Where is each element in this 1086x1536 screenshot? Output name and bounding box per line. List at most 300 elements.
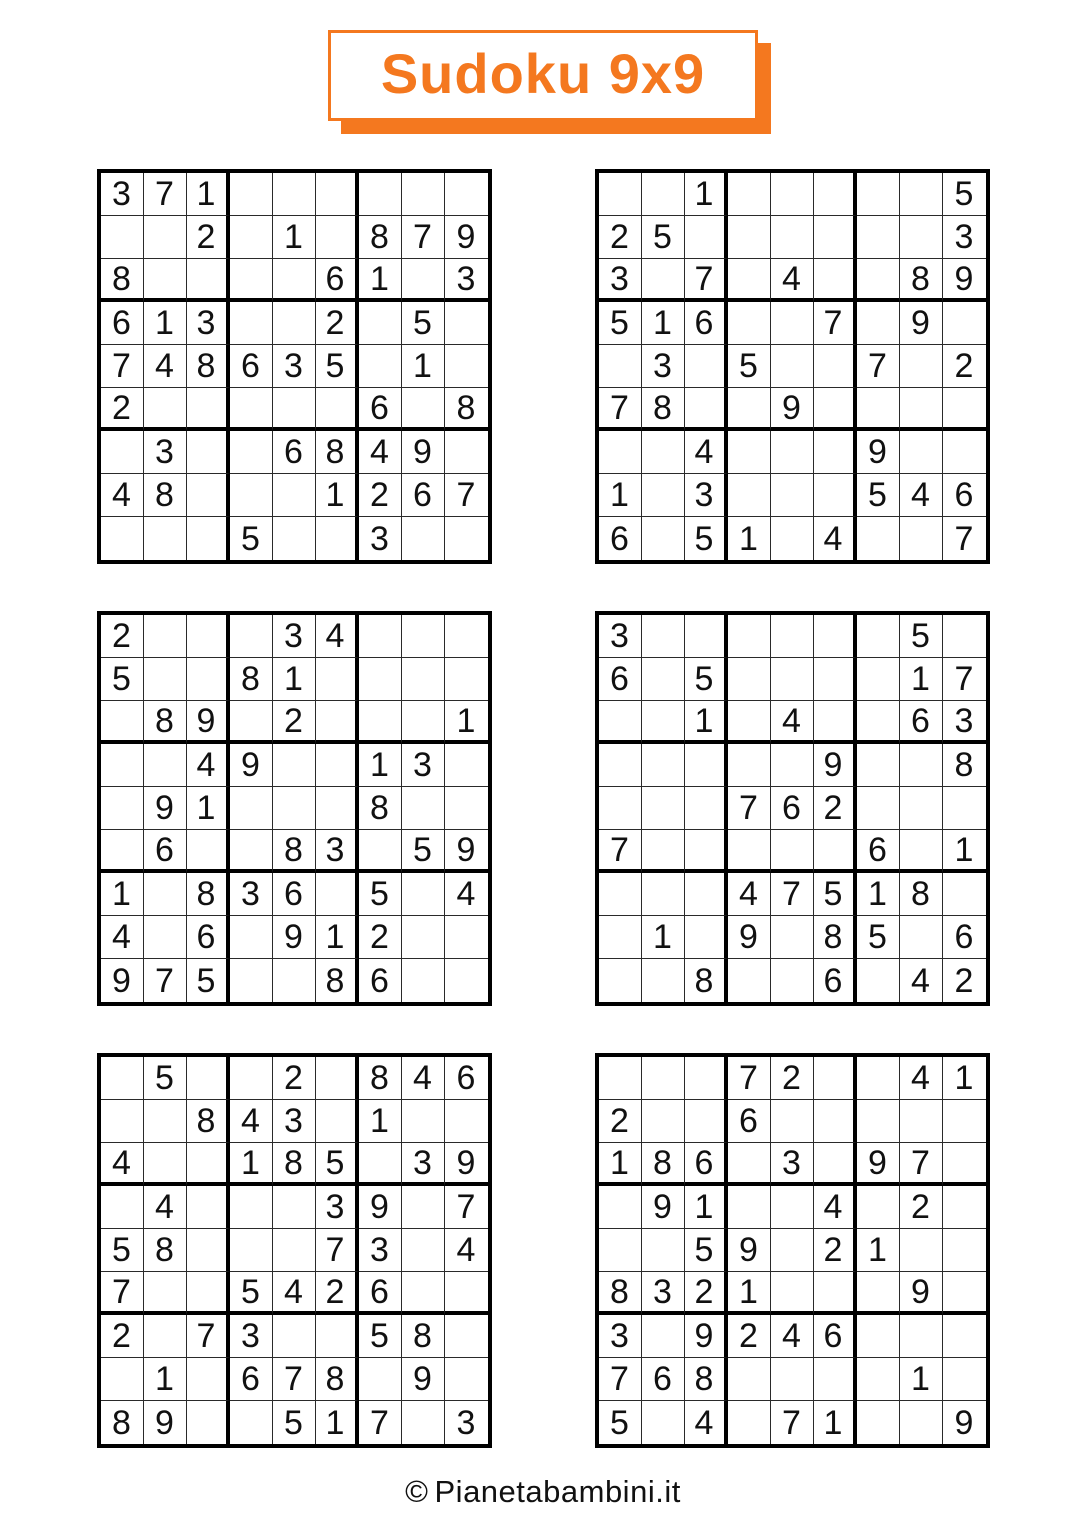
sudoku-cell [943,1315,986,1358]
sudoku-cell [728,1186,771,1229]
sudoku-cell [230,1229,273,1272]
sudoku-cell [144,744,187,787]
sudoku-cell [857,744,900,787]
sudoku-cell [642,873,685,916]
sudoku-cell [857,517,900,560]
sudoku-cell: 7 [144,173,187,216]
sudoku-cell: 1 [685,173,728,216]
sudoku-cell: 6 [273,431,316,474]
sudoku-cell [445,1358,488,1401]
sudoku-cell [273,173,316,216]
sudoku-cell: 1 [900,1358,943,1401]
sudoku-cell [728,1358,771,1401]
sudoku-cell [402,873,445,916]
sudoku-cell [900,1100,943,1143]
sudoku-cell [359,830,402,873]
sudoku-cell: 2 [273,701,316,744]
sudoku-cell: 4 [771,259,814,302]
sudoku-cell: 8 [187,1100,230,1143]
sudoku-cell: 9 [943,259,986,302]
sudoku-cell [273,259,316,302]
sudoku-cell: 9 [728,916,771,959]
sudoku-cell [445,959,488,1002]
sudoku-cell: 4 [144,345,187,388]
sudoku-cell [771,1229,814,1272]
sudoku-cell [685,216,728,259]
sudoku-cell [402,1229,445,1272]
sudoku-cell: 5 [402,302,445,345]
sudoku-cell [685,873,728,916]
sudoku-cell: 6 [599,517,642,560]
sudoku-cell: 9 [101,959,144,1002]
sudoku-cell: 5 [187,959,230,1002]
sudoku-cell [857,1272,900,1315]
sudoku-cell: 8 [316,959,359,1002]
sudoku-cell: 9 [230,744,273,787]
sudoku-cell: 3 [273,1100,316,1143]
sudoku-cell: 7 [316,1229,359,1272]
sudoku-cell [599,1229,642,1272]
sudoku-cell: 8 [316,1358,359,1401]
sudoku-grid-6 [595,1053,990,1448]
sudoku-cell [230,615,273,658]
sudoku-cell: 8 [187,345,230,388]
sudoku-cell: 7 [187,1315,230,1358]
sudoku-cell: 8 [359,787,402,830]
sudoku-cell [402,517,445,560]
sudoku-cell [316,701,359,744]
sudoku-cell: 8 [599,1272,642,1315]
sudoku-cell: 7 [954,519,974,558]
sudoku-cell: 9 [445,830,488,873]
sudoku-cell: 5 [144,1057,187,1100]
sudoku-cell: 9 [445,216,488,259]
sudoku-cell [728,216,771,259]
sudoku-cell: 1 [273,658,316,701]
sudoku-cell [187,1143,230,1186]
sudoku-cell [101,1100,144,1143]
sudoku-cell [857,388,900,431]
copyright-icon: © [405,1474,429,1509]
sudoku-cell [642,431,685,474]
sudoku-cell: 8 [230,658,273,701]
sudoku-cell: 8 [316,431,359,474]
sudoku-cell [316,658,359,701]
sudoku-cell [771,615,814,658]
sudoku-cell: 3 [943,701,986,744]
sudoku-cell [599,1057,642,1100]
sudoku-cell [445,1315,488,1358]
sudoku-cell: 9 [402,1358,445,1401]
sudoku-cell [599,744,642,787]
sudoku-cell: 1 [445,701,488,744]
sudoku-cell: 4 [814,517,857,560]
sudoku-cell: 1 [316,916,359,959]
sudoku-cell: 9 [144,787,187,830]
sudoku-cell: 2 [187,216,230,259]
sudoku-cell: 4 [359,431,402,474]
sudoku-cell [771,658,814,701]
sudoku-cell [144,873,187,916]
sudoku-cell [230,259,273,302]
sudoku-cell: 5 [230,1272,273,1315]
sudoku-cell: 4 [101,1143,144,1186]
sudoku-cell [101,517,144,560]
sudoku-cell: 7 [728,787,771,830]
sudoku-cell [599,787,642,830]
sudoku-cell: 2 [316,1272,359,1315]
sudoku-cell [900,744,943,787]
sudoku-cell [642,701,685,744]
sudoku-cell [230,388,273,431]
sudoku-cell [642,1401,685,1444]
sudoku-cell: 3 [230,1315,273,1358]
sudoku-cell [402,1100,445,1143]
sudoku-cell: 7 [445,1186,488,1229]
sudoku-cell [359,345,402,388]
sudoku-cell [857,173,900,216]
sudoku-cell: 6 [359,388,402,431]
sudoku-cell [900,173,943,216]
sudoku-cell: 5 [900,615,943,658]
sudoku-cell [642,744,685,787]
sudoku-cell: 7 [144,959,187,1002]
sudoku-cell: 1 [316,474,359,517]
sudoku-cell [101,216,144,259]
sudoku-grid-2 [595,169,990,564]
sudoku-cell [402,1272,445,1315]
sudoku-cell: 5 [685,658,728,701]
sudoku-cell: 1 [101,873,144,916]
sudoku-cell [445,173,488,216]
sudoku-cell: 3 [402,1143,445,1186]
sudoku-cell [402,787,445,830]
sudoku-cell [900,431,943,474]
sudoku-cell: 5 [814,873,857,916]
sudoku-cell [144,388,187,431]
sudoku-cell: 9 [900,302,943,345]
sudoku-cell: 4 [685,1401,728,1444]
sudoku-cell [857,1315,900,1358]
sudoku-cell [814,1272,857,1315]
sudoku-cell [445,615,488,658]
sudoku-cell [273,1229,316,1272]
sudoku-cell [230,216,273,259]
sudoku-cell: 3 [359,517,402,560]
sudoku-cell [771,1186,814,1229]
sudoku-cell [445,744,488,787]
sudoku-cell: 4 [900,959,943,1002]
sudoku-cell [187,259,230,302]
sudoku-cell [642,959,685,1002]
sudoku-cell [144,916,187,959]
sudoku-cell [359,302,402,345]
sudoku-cell: 5 [101,658,144,701]
sudoku-cell [187,1229,230,1272]
sudoku-cell [445,345,488,388]
sudoku-cell: 6 [857,830,900,873]
sudoku-cell [230,959,273,1002]
sudoku-cell [101,1186,144,1229]
sudoku-cell: 1 [857,873,900,916]
sudoku-cell [728,302,771,345]
footer-credit [0,1474,1086,1510]
sudoku-cell [943,787,986,830]
sudoku-cell [685,388,728,431]
sudoku-cell: 6 [728,1100,771,1143]
sudoku-cell: 7 [359,1401,402,1444]
sudoku-cell [814,388,857,431]
sudoku-cell: 8 [359,216,402,259]
sudoku-cell: 4 [273,1272,316,1315]
sudoku-cell [857,259,900,302]
sudoku-cell [728,830,771,873]
sudoku-cell [943,1143,986,1186]
sudoku-cell [943,1100,986,1143]
sudoku-cell: 5 [685,517,728,560]
sudoku-cell: 3 [599,1315,642,1358]
sudoku-cell [771,517,814,560]
sudoku-cell: 9 [359,1186,402,1229]
sudoku-cell [857,701,900,744]
sudoku-cell: 9 [814,744,857,787]
sudoku-cell [857,1100,900,1143]
sudoku-cell: 9 [728,1229,771,1272]
sudoku-cell: 3 [144,431,187,474]
sudoku-cell [101,787,144,830]
sudoku-cell: 1 [728,1272,771,1315]
sudoku-cell: 1 [685,701,728,744]
sudoku-cell [814,431,857,474]
puzzles-container [0,169,1086,1448]
sudoku-cell: 8 [273,830,316,873]
sudoku-cell: 7 [900,1143,943,1186]
sudoku-cell [273,787,316,830]
sudoku-cell [101,830,144,873]
sudoku-cell [402,1401,445,1444]
sudoku-cell [230,173,273,216]
sudoku-cell [599,916,642,959]
sudoku-cell: 6 [230,1358,273,1401]
sudoku-cell: 1 [900,658,943,701]
sudoku-cell: 5 [857,916,900,959]
sudoku-cell [273,1186,316,1229]
sudoku-cell [771,1358,814,1401]
sudoku-cell [187,1358,230,1401]
sudoku-cell [857,1401,900,1444]
sudoku-cell: 4 [187,744,230,787]
sudoku-cell [900,216,943,259]
sudoku-cell: 3 [685,474,728,517]
sudoku-cell: 1 [316,1401,359,1444]
sudoku-cell: 8 [900,259,943,302]
sudoku-cell [857,1057,900,1100]
sudoku-cell: 2 [359,916,402,959]
sudoku-cell [814,658,857,701]
sudoku-cell: 4 [900,1057,943,1100]
sudoku-cell: 4 [814,1186,857,1229]
sudoku-cell: 2 [101,615,144,658]
sudoku-cell: 5 [728,345,771,388]
sudoku-cell: 8 [814,916,857,959]
sudoku-cell [187,1401,230,1444]
sudoku-cell: 9 [857,431,900,474]
sudoku-cell: 7 [771,873,814,916]
sudoku-cell: 6 [685,302,728,345]
sudoku-cell [187,517,230,560]
sudoku-cell [728,388,771,431]
sudoku-cell: 3 [230,873,273,916]
sudoku-cell: 8 [900,873,943,916]
sudoku-cell: 6 [273,873,316,916]
sudoku-cell [359,658,402,701]
sudoku-cell: 3 [642,1272,685,1315]
sudoku-cell: 3 [943,216,986,259]
sudoku-cell: 1 [402,345,445,388]
sudoku-cell: 8 [445,388,488,431]
sudoku-cell: 1 [230,1143,273,1186]
sudoku-cell: 8 [144,1229,187,1272]
sudoku-cell [230,1401,273,1444]
sudoku-cell [316,216,359,259]
sudoku-cell [642,787,685,830]
sudoku-cell: 3 [316,830,359,873]
sudoku-cell [316,1100,359,1143]
sudoku-cell: 5 [316,345,359,388]
sudoku-cell: 1 [943,830,986,873]
page-title: Sudoku 9x9 [380,42,706,105]
sudoku-cell: 2 [954,961,974,1000]
sudoku-cell: 6 [230,345,273,388]
sudoku-cell: 5 [359,873,402,916]
sudoku-cell [144,1272,187,1315]
sudoku-cell: 7 [728,1057,771,1100]
sudoku-cell [771,959,814,1002]
sudoku-grid-3 [97,611,492,1006]
sudoku-cell [900,517,943,560]
sudoku-cell: 7 [101,345,144,388]
sudoku-cell [359,173,402,216]
sudoku-cell [943,1272,986,1315]
sudoku-cell: 9 [144,1401,187,1444]
sudoku-cell: 8 [273,1143,316,1186]
sudoku-cell: 1 [144,1358,187,1401]
sudoku-cell: 7 [685,259,728,302]
sudoku-cell [943,1358,986,1401]
sudoku-cell: 5 [642,216,685,259]
sudoku-cell: 6 [642,1358,685,1401]
sudoku-cell: 7 [771,1401,814,1444]
page-title-box [328,30,758,121]
sudoku-cell [728,701,771,744]
sudoku-cell: 5 [402,830,445,873]
sudoku-cell: 6 [685,1143,728,1186]
sudoku-cell [187,830,230,873]
sudoku-cell [316,173,359,216]
sudoku-cell: 8 [642,1143,685,1186]
sudoku-cell [857,658,900,701]
sudoku-cell: 6 [814,959,857,1002]
sudoku-cell [402,959,445,1002]
sudoku-cell [814,615,857,658]
sudoku-cell [445,916,488,959]
sudoku-cell: 1 [187,173,230,216]
sudoku-cell: 7 [599,830,642,873]
sudoku-cell: 1 [273,216,316,259]
sudoku-cell [642,173,685,216]
sudoku-cell: 7 [857,345,900,388]
sudoku-cell: 8 [685,1358,728,1401]
sudoku-cell [402,259,445,302]
sudoku-cell: 8 [685,959,728,1002]
sudoku-cell [857,1358,900,1401]
sudoku-cell: 6 [814,1315,857,1358]
sudoku-cell [685,1100,728,1143]
sudoku-cell: 1 [359,1100,402,1143]
sudoku-cell: 6 [144,830,187,873]
sudoku-cell [728,259,771,302]
sudoku-cell: 6 [900,701,943,744]
sudoku-cell: 6 [402,474,445,517]
sudoku-cell [685,916,728,959]
sudoku-cell [642,615,685,658]
sudoku-cell [900,916,943,959]
sudoku-cell [771,474,814,517]
sudoku-cell [685,787,728,830]
sudoku-cell [101,744,144,787]
sudoku-cell [900,1401,943,1444]
sudoku-cell: 9 [187,701,230,744]
sudoku-cell [316,873,359,916]
sudoku-cell: 1 [814,1401,857,1444]
sudoku-cell [857,787,900,830]
sudoku-cell [187,388,230,431]
sudoku-cell [230,916,273,959]
sudoku-cell [273,388,316,431]
sudoku-cell [402,916,445,959]
sudoku-cell: 5 [857,474,900,517]
sudoku-cell: 7 [814,302,857,345]
sudoku-cell [728,615,771,658]
sudoku-cell: 8 [642,388,685,431]
sudoku-cell: 5 [943,173,986,216]
sudoku-cell: 1 [685,1186,728,1229]
sudoku-cell [230,1186,273,1229]
sudoku-cell: 2 [316,302,359,345]
sudoku-cell: 7 [943,658,986,701]
sudoku-cell: 4 [316,615,359,658]
sudoku-cell: 6 [359,1272,402,1315]
sudoku-cell: 4 [445,873,488,916]
sudoku-cell [101,431,144,474]
sudoku-cell [402,1186,445,1229]
sudoku-cell: 2 [814,787,857,830]
sudoku-cell: 3 [599,615,642,658]
sudoku-cell [685,830,728,873]
sudoku-cell [943,1186,986,1229]
sudoku-cell [642,1315,685,1358]
sudoku-cell: 9 [273,916,316,959]
sudoku-cell [273,517,316,560]
sudoku-cell: 3 [316,1186,359,1229]
sudoku-cell: 1 [642,302,685,345]
sudoku-cell [728,959,771,1002]
sudoku-cell [771,744,814,787]
sudoku-cell [642,1100,685,1143]
sudoku-cell: 4 [144,1186,187,1229]
sudoku-cell [771,173,814,216]
sudoku-cell [316,787,359,830]
